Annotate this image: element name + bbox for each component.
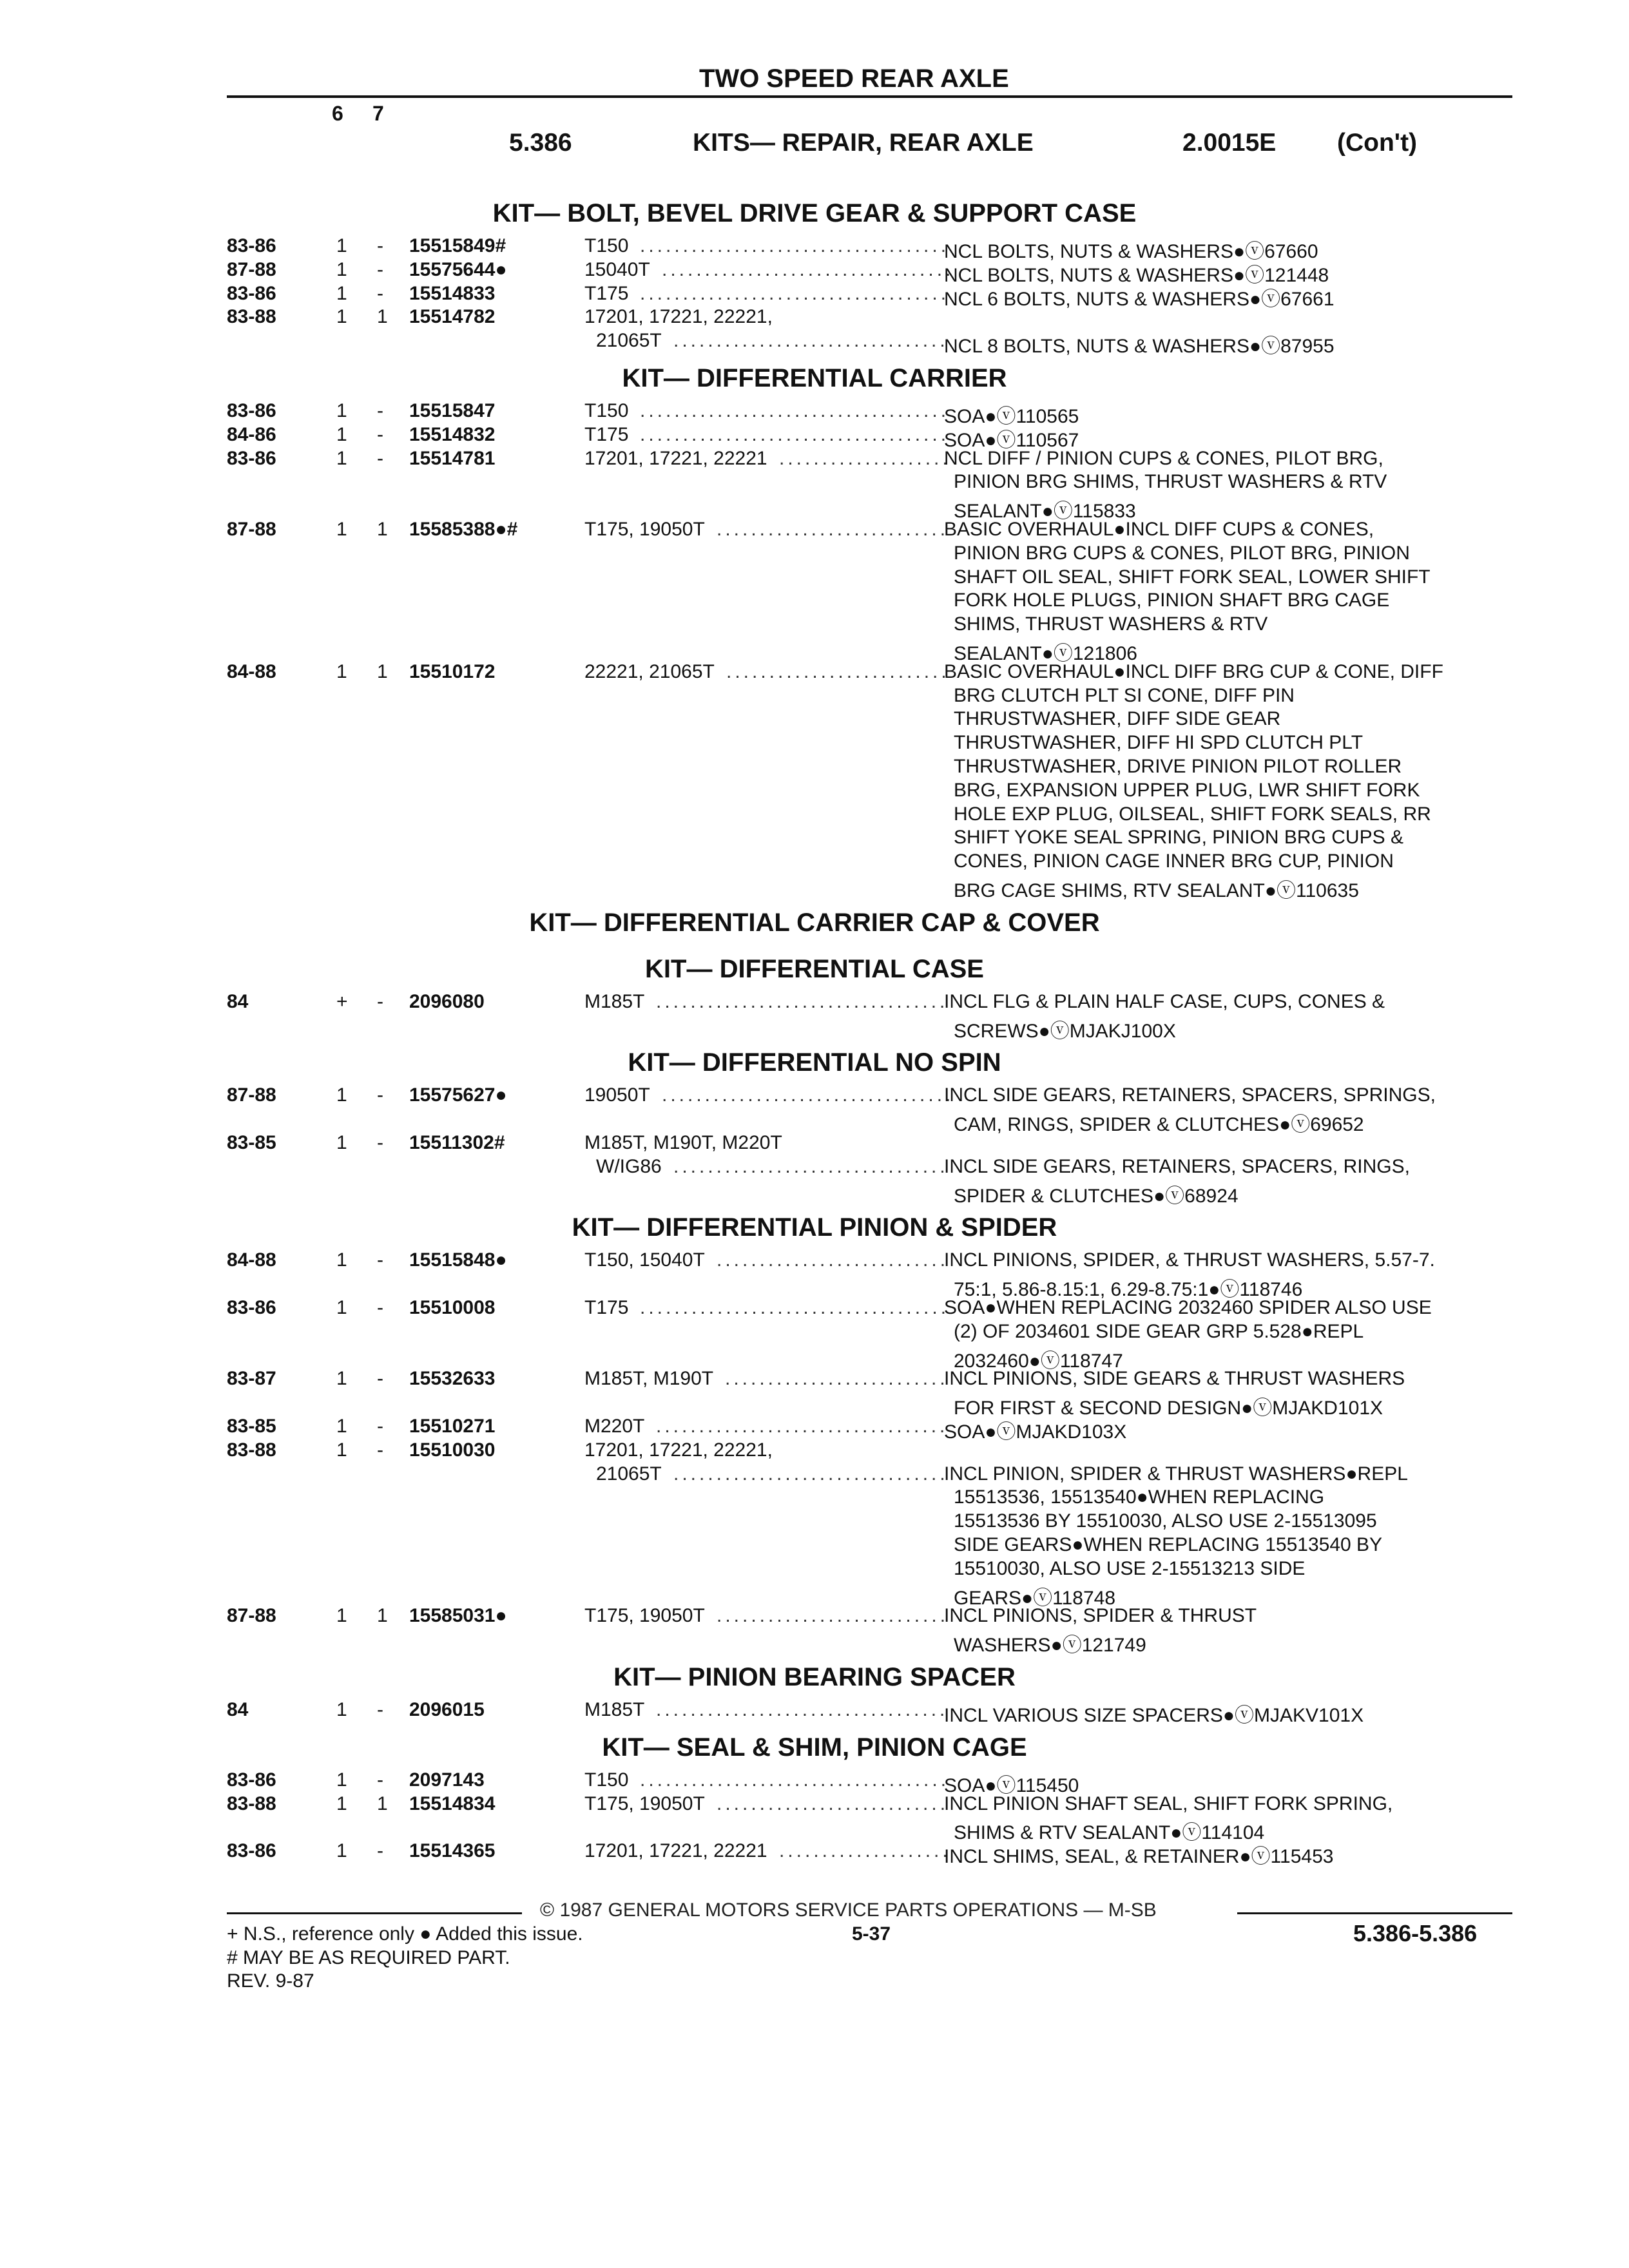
part-row <box>0 1084 1629 1108</box>
model-years: 84 <box>227 1699 249 1720</box>
part-number: 15532633 <box>409 1368 496 1390</box>
quantity-col6: 1 <box>336 447 347 469</box>
quantity-col7: 1 <box>377 519 388 540</box>
quantity-col7: 1 <box>377 1605 388 1627</box>
description-continued: SIDE GEARS●WHEN REPLACING 15513540 BY <box>954 1534 1383 1555</box>
description-continued: WASHERS●ⓥ121749 <box>954 1635 1146 1657</box>
continuation-line <box>0 780 1629 803</box>
model-applicability: M185T, M190T <box>584 1368 714 1390</box>
description: SOA●ⓥ110565 <box>944 406 1079 427</box>
quantity-col6: 1 <box>336 258 347 280</box>
description: NCL 8 BOLTS, NUTS & WASHERS●ⓥ87955 <box>944 336 1335 358</box>
section-title: KIT— DIFFERENTIAL CARRIER CAP & COVER <box>529 908 1100 937</box>
quantity-col6: 1 <box>336 660 347 682</box>
description-continued: CONES, PINION CAGE INNER BRG CUP, PINION <box>954 850 1394 872</box>
part-number: 15510172 <box>409 660 496 682</box>
quantity-col7: 1 <box>377 1792 388 1814</box>
part-number: 15575644● <box>409 258 507 280</box>
continuation-line <box>0 1558 1629 1582</box>
model-applicability: 15040T <box>584 258 650 280</box>
leader-dots: .......................... <box>726 660 950 682</box>
model-years: 87-88 <box>227 1084 276 1106</box>
quantity-col6: 1 <box>336 1084 347 1106</box>
leader-dots: ........................... <box>717 519 949 540</box>
part-row <box>0 235 1629 262</box>
continuation-line <box>0 1321 1629 1345</box>
quantity-col6: 1 <box>336 235 347 256</box>
description-continued: SHIMS & RTV SEALANT●ⓥ114104 <box>954 1822 1265 1844</box>
part-number: 15514834 <box>409 1792 496 1814</box>
continuation-line <box>0 637 1629 664</box>
quantity-col6: 1 <box>336 1792 347 1814</box>
quantity-col7: - <box>377 1249 383 1271</box>
part-number: 15510271 <box>409 1416 496 1437</box>
continuation-line <box>0 1629 1629 1657</box>
quantity-col7: 1 <box>377 306 388 328</box>
description-continued: BRG CAGE SHIMS, RTV SEALANT●ⓥ110635 <box>954 880 1359 901</box>
description: INCL VARIOUS SIZE SPACERS●ⓥMJAKV101X <box>944 1705 1364 1726</box>
description-continued: 15513536 BY 15510030, ALSO USE 2-15513095 <box>954 1510 1377 1532</box>
continuation-line <box>0 495 1629 523</box>
part-row <box>0 519 1629 543</box>
part-row <box>0 1793 1629 1817</box>
description: SOA●ⓥ110567 <box>944 429 1079 451</box>
part-row <box>0 1132 1629 1156</box>
leader-dots: .................................... <box>640 423 950 445</box>
leader-dots: .................................. <box>656 1416 949 1437</box>
quantity-col6: 1 <box>336 1368 347 1390</box>
part-number: 15515849# <box>409 235 506 256</box>
quantity-col6: 1 <box>336 400 347 421</box>
quantity-col6: 1 <box>336 1439 347 1461</box>
quantity-col7: - <box>377 1439 383 1461</box>
model-applicability: 19050T <box>584 1084 650 1106</box>
quantity-col6: 1 <box>336 1840 347 1862</box>
description: BASIC OVERHAUL●INCL DIFF BRG CUP & CONE, DIFF <box>944 660 1443 682</box>
section-title: KIT— DIFFERENTIAL NO SPIN <box>628 1048 1001 1077</box>
page-title: TWO SPEED REAR AXLE <box>699 64 1009 93</box>
model-applicability: 22221, 21065T <box>584 660 715 682</box>
part-row <box>0 991 1629 1015</box>
model-applicability: M185T <box>584 990 645 1012</box>
quantity-col7: - <box>377 990 383 1012</box>
model-years: 84-88 <box>227 660 276 682</box>
model-applicability: T175 <box>584 423 629 445</box>
part-row <box>0 1439 1629 1463</box>
description-continued: SPIDER & CLUTCHES●ⓥ68924 <box>954 1185 1239 1207</box>
quantity-col6: + <box>336 990 348 1012</box>
part-number: 15515847 <box>409 400 496 421</box>
model-years: 83-86 <box>227 1297 276 1318</box>
part-row <box>0 1463 1629 1487</box>
leader-dots: ................................ <box>673 1155 949 1177</box>
part-row <box>0 1368 1629 1392</box>
part-row <box>0 1297 1629 1321</box>
model-applicability: T175, 19050T <box>584 1605 705 1627</box>
part-number: 15510030 <box>409 1439 496 1461</box>
quantity-col7: - <box>377 1416 383 1437</box>
footer-rule-left <box>227 1912 522 1914</box>
model-applicability: T175, 19050T <box>584 519 705 540</box>
continuation-line <box>0 685 1629 709</box>
description: NCL BOLTS, NUTS & WASHERS●ⓥ121448 <box>944 264 1329 286</box>
leader-dots: ................................ <box>673 330 949 352</box>
note-ns: + N.S., reference only ● Added this issue. <box>227 1923 583 1945</box>
description-continued: THRUSTWASHER, DRIVE PINION PILOT ROLLER <box>954 756 1402 777</box>
description: SOA●WHEN REPLACING 2032460 SPIDER ALSO USE <box>944 1297 1432 1318</box>
part-number: 2096080 <box>409 990 485 1012</box>
leader-dots: .................................. <box>656 1699 949 1720</box>
model-years: 87-88 <box>227 1605 276 1627</box>
continuation-line <box>0 1486 1629 1510</box>
continuation-line <box>0 732 1629 756</box>
continuation-line <box>0 543 1629 566</box>
description-continued: SEALANT●ⓥ121806 <box>954 643 1137 664</box>
continuation-line <box>0 827 1629 850</box>
model-applicability: T150 <box>584 235 629 256</box>
part-number: 15511302# <box>409 1132 505 1153</box>
description-continued: THRUSTWASHER, DIFF HI SPD CLUTCH PLT <box>954 732 1364 754</box>
description-continued: GEARS●ⓥ118748 <box>954 1587 1116 1609</box>
model-years: 83-85 <box>227 1416 276 1437</box>
header-rule <box>227 95 1512 98</box>
reference-number: 2.0015E <box>1182 129 1277 157</box>
model-applicability: 17201, 17221, 22221, <box>584 1439 773 1461</box>
description-continued: THRUSTWASHER, DIFF SIDE GEAR <box>954 708 1281 730</box>
model-years: 83-86 <box>227 1769 276 1791</box>
part-number: 15514832 <box>409 423 496 445</box>
description-continued: FORK HOLE PLUGS, PINION SHAFT BRG CAGE <box>954 590 1390 611</box>
part-row <box>0 1699 1629 1726</box>
description: NCL DIFF / PINION CUPS & CONES, PILOT BRG, <box>944 447 1383 469</box>
model-applicability: 17201, 17221, 22221, <box>584 306 773 328</box>
section-title: KIT— DIFFERENTIAL CASE <box>645 954 984 983</box>
group-range: 5.386-5.386 <box>1353 1920 1478 1946</box>
continuation-line <box>0 1582 1629 1609</box>
model-years: 84 <box>227 990 249 1012</box>
quantity-col6: 1 <box>336 1605 347 1627</box>
leader-dots: .................... <box>779 1840 951 1862</box>
model-applicability: T150 <box>584 1769 629 1791</box>
part-row <box>0 258 1629 286</box>
continued-label: (Con't) <box>1337 129 1418 157</box>
continuation-line <box>0 1273 1629 1301</box>
description-continued: SHIMS, THRUST WASHERS & RTV <box>954 613 1268 635</box>
model-applicability: 21065T <box>596 1463 662 1485</box>
model-years: 83-86 <box>227 447 276 469</box>
leader-dots: .................... <box>779 447 951 469</box>
quantity-col6: 1 <box>336 1132 347 1153</box>
leader-dots: ................................ <box>673 1463 949 1485</box>
model-years: 83-87 <box>227 1368 276 1390</box>
description: INCL PINIONS, SPIDER & THRUST <box>944 1605 1257 1627</box>
continuation-line <box>0 566 1629 590</box>
part-number: 15585031● <box>409 1605 507 1627</box>
quantity-col7: - <box>377 1084 383 1106</box>
group-title: KITS— REPAIR, REAR AXLE <box>693 129 1034 157</box>
quantity-col6: 1 <box>336 1769 347 1791</box>
quantity-col7: - <box>377 1132 383 1153</box>
leader-dots: .................................... <box>640 282 950 304</box>
description-continued: SHAFT OIL SEAL, SHIFT FORK SEAL, LOWER SHIFT <box>954 566 1431 588</box>
section-title: KIT— DIFFERENTIAL PINION & SPIDER <box>572 1213 1057 1242</box>
part-row <box>0 448 1629 472</box>
description: INCL PINION, SPIDER & THRUST WASHERS●REPL <box>944 1463 1408 1485</box>
quantity-col6: 1 <box>336 519 347 540</box>
description: INCL FLG & PLAIN HALF CASE, CUPS, CONES & <box>944 990 1385 1012</box>
description-continued: SHIFT YOKE SEAL SPRING, PINION BRG CUPS & <box>954 827 1403 849</box>
part-row <box>0 400 1629 427</box>
continuation-line <box>0 1534 1629 1558</box>
continuation-line <box>0 1180 1629 1207</box>
section-title: KIT— PINION BEARING SPACER <box>613 1663 1016 1691</box>
part-row <box>0 661 1629 685</box>
leader-dots: .................................... <box>640 235 950 256</box>
quantity-col7: - <box>377 1769 383 1791</box>
model-applicability: T150, 15040T <box>584 1249 705 1271</box>
continuation-line <box>0 1015 1629 1042</box>
section-title: KIT— SEAL & SHIM, PINION CAGE <box>602 1733 1027 1762</box>
leader-dots: .................................... <box>640 400 950 421</box>
model-years: 83-85 <box>227 1132 276 1153</box>
section-title: KIT— BOLT, BEVEL DRIVE GEAR & SUPPORT CASE <box>492 199 1137 227</box>
quantity-col7: - <box>377 1368 383 1390</box>
quantity-col6: 1 <box>336 1249 347 1271</box>
quantity-col7: - <box>377 282 383 304</box>
part-row <box>0 306 1629 330</box>
description-continued: BRG CLUTCH PLT SI CONE, DIFF PIN <box>954 684 1295 706</box>
description-continued: CAM, RINGS, SPIDER & CLUTCHES●ⓥ69652 <box>954 1114 1364 1136</box>
quantity-col7: - <box>377 235 383 256</box>
model-applicability: 21065T <box>596 330 662 352</box>
description-continued: HOLE EXP PLUG, OILSEAL, SHIFT FORK SEALS, RR <box>954 803 1431 825</box>
model-years: 83-88 <box>227 1792 276 1814</box>
quantity-col6: 1 <box>336 1699 347 1720</box>
part-number: 15510008 <box>409 1297 496 1318</box>
part-number: 15575627● <box>409 1084 507 1106</box>
model-years: 83-88 <box>227 306 276 328</box>
part-row <box>0 1769 1629 1796</box>
description-continued: PINION BRG CUPS & CONES, PILOT BRG, PINION <box>954 542 1410 564</box>
continuation-line <box>0 708 1629 732</box>
model-years: 87-88 <box>227 519 276 540</box>
part-row <box>0 1840 1629 1868</box>
footer-rule-right <box>1237 1912 1512 1914</box>
continuation-line <box>0 1510 1629 1534</box>
quantity-col6: 1 <box>336 1297 347 1318</box>
description-continued: BRG, EXPANSION UPPER PLUG, LWR SHIFT FORK <box>954 779 1420 801</box>
part-row <box>0 330 1629 358</box>
model-years: 83-86 <box>227 282 276 304</box>
group-number: 5.386 <box>509 129 572 157</box>
description: NCL 6 BOLTS, NUTS & WASHERS●ⓥ67661 <box>944 288 1335 310</box>
part-row <box>0 282 1629 310</box>
leader-dots: ........................... <box>717 1605 949 1627</box>
model-years: 83-86 <box>227 235 276 256</box>
description: NCL BOLTS, NUTS & WASHERS●ⓥ67660 <box>944 241 1318 262</box>
leader-dots: ........................... <box>717 1792 949 1814</box>
continuation-line <box>0 756 1629 780</box>
description: INCL SHIMS, SEAL, & RETAINER●ⓥ115453 <box>944 1846 1334 1868</box>
description: BASIC OVERHAUL●INCL DIFF CUPS & CONES, <box>944 519 1374 540</box>
leader-dots: .................................. <box>656 990 949 1012</box>
copyright: © 1987 GENERAL MOTORS SERVICE PARTS OPERATIONS — M-SB <box>540 1899 1157 1921</box>
quantity-col7: - <box>377 423 383 445</box>
part-row <box>0 1416 1629 1443</box>
description-continued: 15510030, ALSO USE 2-15513213 SIDE <box>954 1557 1306 1579</box>
model-applicability: M185T <box>584 1699 645 1720</box>
part-number: 15514365 <box>409 1840 496 1862</box>
model-years: 84-88 <box>227 1249 276 1271</box>
description: INCL SIDE GEARS, RETAINERS, SPACERS, SPRINGS, <box>944 1084 1436 1106</box>
continuation-line <box>0 1816 1629 1844</box>
leader-dots: .................................... <box>640 1769 950 1791</box>
model-applicability: 17201, 17221, 22221 <box>584 447 767 469</box>
quantity-col7: - <box>377 258 383 280</box>
quantity-col6: 1 <box>336 423 347 445</box>
continuation-line <box>0 1108 1629 1136</box>
page-number: 5-37 <box>852 1923 891 1945</box>
model-years: 83-86 <box>227 1840 276 1862</box>
section-title: KIT— DIFFERENTIAL CARRIER <box>622 364 1007 392</box>
description: INCL PINIONS, SPIDER, & THRUST WASHERS, 5.57-7. <box>944 1249 1435 1271</box>
part-number: 2096015 <box>409 1699 485 1720</box>
quantity-col6: 1 <box>336 306 347 328</box>
description-continued: 75:1, 5.86-8.15:1, 6.29-8.75:1●ⓥ118746 <box>954 1279 1303 1301</box>
description: INCL SIDE GEARS, RETAINERS, SPACERS, RINGS, <box>944 1155 1410 1177</box>
description: SOA●ⓥMJAKD103X <box>944 1421 1127 1443</box>
model-applicability: T150 <box>584 400 629 421</box>
leader-dots: .................................. <box>662 258 954 280</box>
quantity-col7: - <box>377 400 383 421</box>
model-applicability: 17201, 17221, 22221 <box>584 1840 767 1862</box>
continuation-line <box>0 590 1629 613</box>
model-applicability: M185T, M190T, M220T <box>584 1132 782 1153</box>
continuation-line <box>0 874 1629 901</box>
continuation-line <box>0 613 1629 637</box>
description-continued: FOR FIRST & SECOND DESIGN●ⓥMJAKD101X <box>954 1398 1383 1419</box>
description-continued: PINION BRG SHIMS, THRUST WASHERS & RTV <box>954 471 1387 493</box>
description: INCL PINION SHAFT SEAL, SHIFT FORK SPRING, <box>944 1792 1393 1814</box>
quantity-col7: - <box>377 1840 383 1862</box>
model-applicability: T175 <box>584 282 629 304</box>
part-row <box>0 1249 1629 1273</box>
part-number: 15585388●# <box>409 519 518 540</box>
quantity-col7: - <box>377 1297 383 1318</box>
part-number: 15514833 <box>409 282 496 304</box>
column-seven: 7 <box>372 102 384 125</box>
column-six: 6 <box>332 102 343 125</box>
continuation-line <box>0 1392 1629 1419</box>
part-number: 15515848● <box>409 1249 507 1271</box>
continuation-line <box>0 1345 1629 1372</box>
part-row <box>0 1605 1629 1629</box>
note-as-required: # MAY BE AS REQUIRED PART. <box>227 1947 510 1968</box>
leader-dots: .................................... <box>640 1297 950 1318</box>
description-continued: 2032460●ⓥ118747 <box>954 1350 1123 1372</box>
quantity-col6: 1 <box>336 282 347 304</box>
description-continued: SCREWS●ⓥMJAKJ100X <box>954 1020 1176 1042</box>
quantity-col7: - <box>377 447 383 469</box>
leader-dots: .......................... <box>725 1368 949 1390</box>
quantity-col7: 1 <box>377 660 388 682</box>
quantity-col6: 1 <box>336 1416 347 1437</box>
model-applicability: W/IG86 <box>596 1155 662 1177</box>
model-years: 84-86 <box>227 423 276 445</box>
leader-dots: ........................... <box>717 1249 949 1271</box>
continuation-line <box>0 471 1629 495</box>
leader-dots: .................................. <box>662 1084 954 1106</box>
description-continued: SEALANT●ⓥ115833 <box>954 501 1136 523</box>
quantity-col7: - <box>377 1699 383 1720</box>
part-row <box>0 423 1629 451</box>
part-number: 15514781 <box>409 447 496 469</box>
description: INCL PINIONS, SIDE GEARS & THRUST WASHERS <box>944 1368 1405 1390</box>
model-years: 87-88 <box>227 258 276 280</box>
continuation-line <box>0 803 1629 827</box>
part-number: 15514782 <box>409 306 496 328</box>
continuation-line <box>0 850 1629 874</box>
model-applicability: T175, 19050T <box>584 1792 705 1814</box>
model-applicability: T175 <box>584 1297 629 1318</box>
revision: REV. 9-87 <box>227 1970 314 1992</box>
part-row <box>0 1156 1629 1180</box>
description-continued: (2) OF 2034601 SIDE GEAR GRP 5.528●REPL <box>954 1320 1364 1342</box>
model-years: 83-86 <box>227 400 276 421</box>
model-applicability: M220T <box>584 1416 645 1437</box>
description: SOA●ⓥ115450 <box>944 1774 1079 1796</box>
part-number: 2097143 <box>409 1769 485 1791</box>
model-years: 83-88 <box>227 1439 276 1461</box>
description-continued: 15513536, 15513540●WHEN REPLACING <box>954 1486 1325 1508</box>
